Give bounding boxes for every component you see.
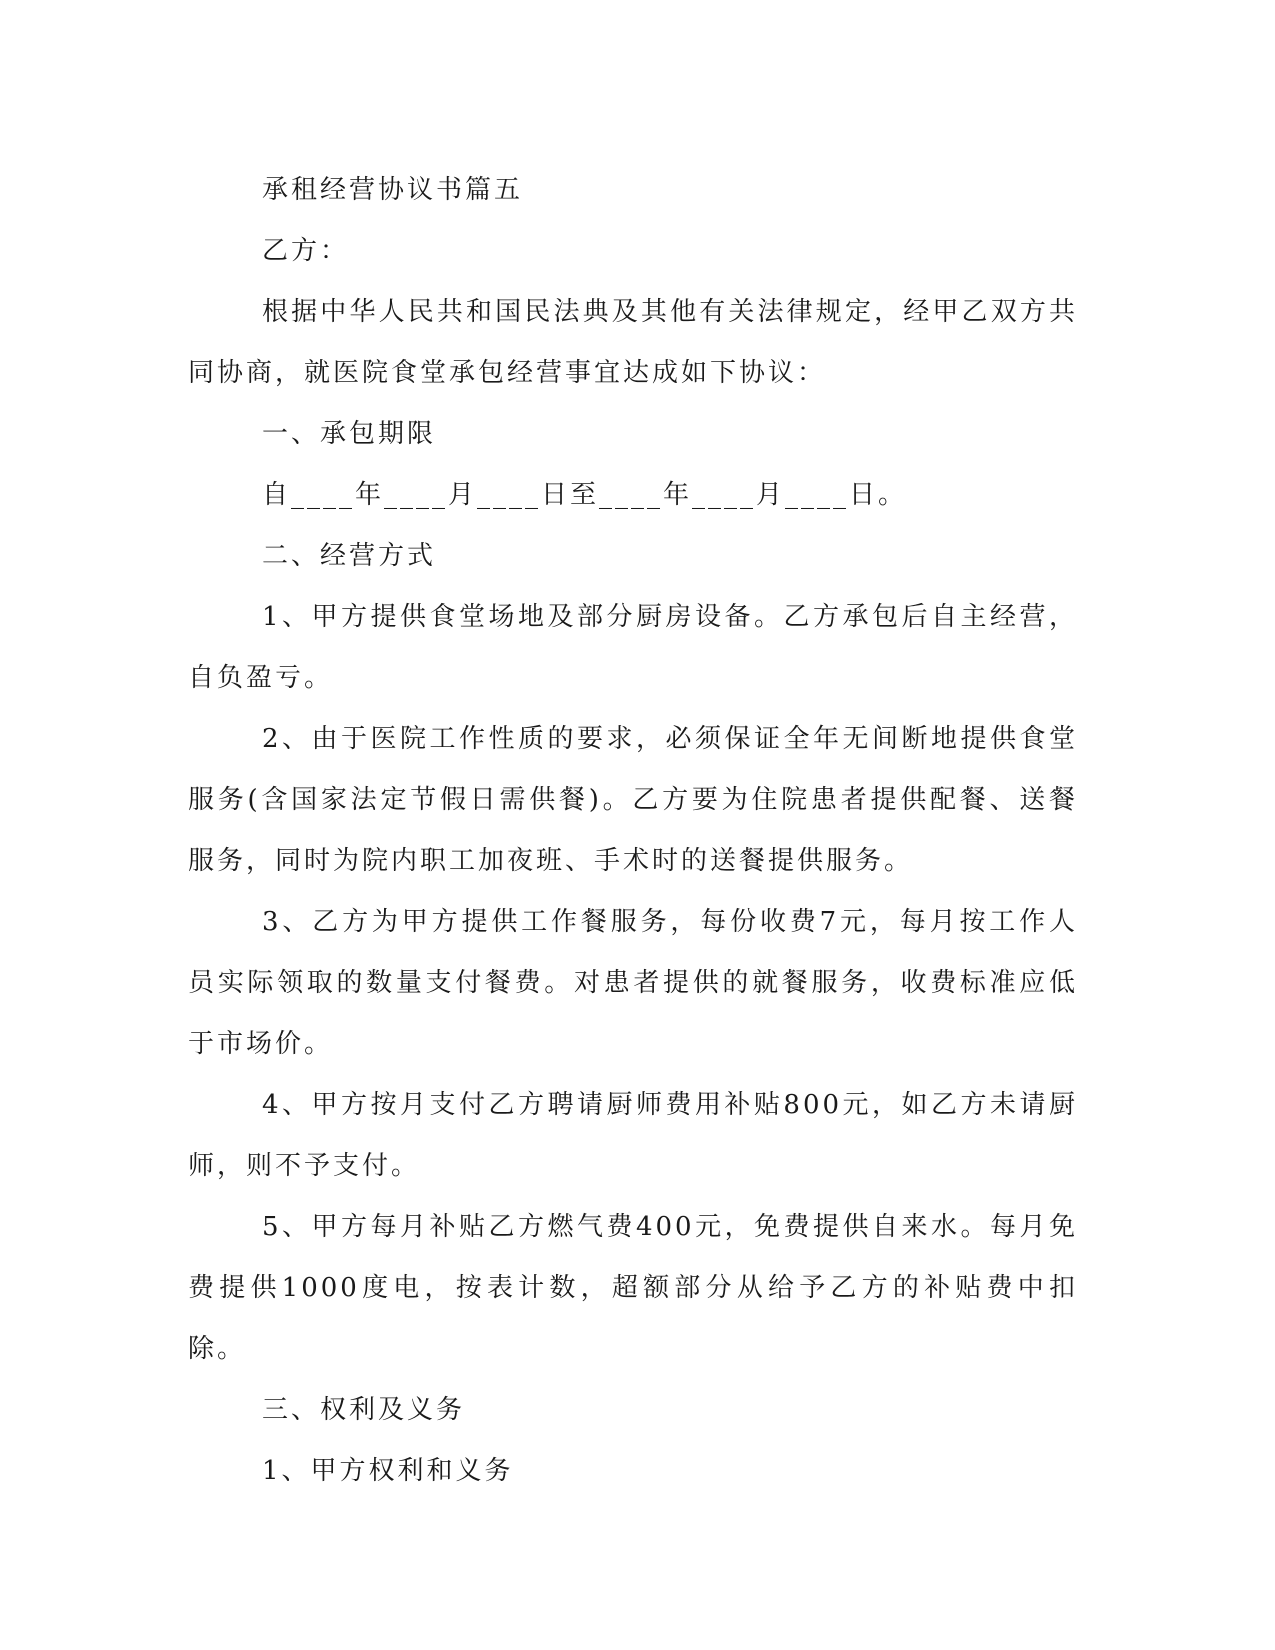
clause-5: 5、甲方每月补贴乙方燃气费400元，免费提供自来水。每月免费提供1000度电，按表计数，超额部分从给予乙方的补贴费中扣除。	[188, 1212, 1078, 1364]
clause-4: 4、甲方按月支付乙方聘请厨师费用补贴800元，如乙方未请厨师，则不予支付。	[188, 1090, 1078, 1181]
section-heading-term: 一、承包期限	[262, 419, 437, 449]
clause-1: 1、甲方提供食堂场地及部分厨房设备。乙方承包后自主经营，自负盈亏。	[188, 602, 1078, 693]
subsection-heading-party-a: 1、甲方权利和义务	[262, 1456, 514, 1486]
party-b-label: 乙方：	[262, 236, 350, 266]
clause-3: 3、乙方为甲方提供工作餐服务，每份收费7元，每月按工作人员实际领取的数量支付餐费。对患者提供的就餐服务，收费标准应低于市场价。	[188, 907, 1078, 1059]
section-heading-operation: 二、经营方式	[262, 541, 437, 571]
term-dates-paragraph: 自____年____月____日至____年____月____日。	[262, 480, 908, 510]
section-heading-rights: 三、权利及义务	[262, 1395, 466, 1425]
preamble-paragraph: 根据中华人民共和国民法典及其他有关法律规定，经甲乙双方共同协商，就医院食堂承包经营事宜达成如下协议：	[188, 297, 1078, 388]
document-body	[188, 160, 1078, 1502]
clause-2: 2、由于医院工作性质的要求，必须保证全年无间断地提供食堂服务(含国家法定节假日需供餐)。乙方要为住院患者提供配餐、送餐服务，同时为院内职工加夜班、手术时的送餐提供服务。	[188, 724, 1078, 876]
document-title: 承租经营协议书篇五	[262, 175, 524, 205]
